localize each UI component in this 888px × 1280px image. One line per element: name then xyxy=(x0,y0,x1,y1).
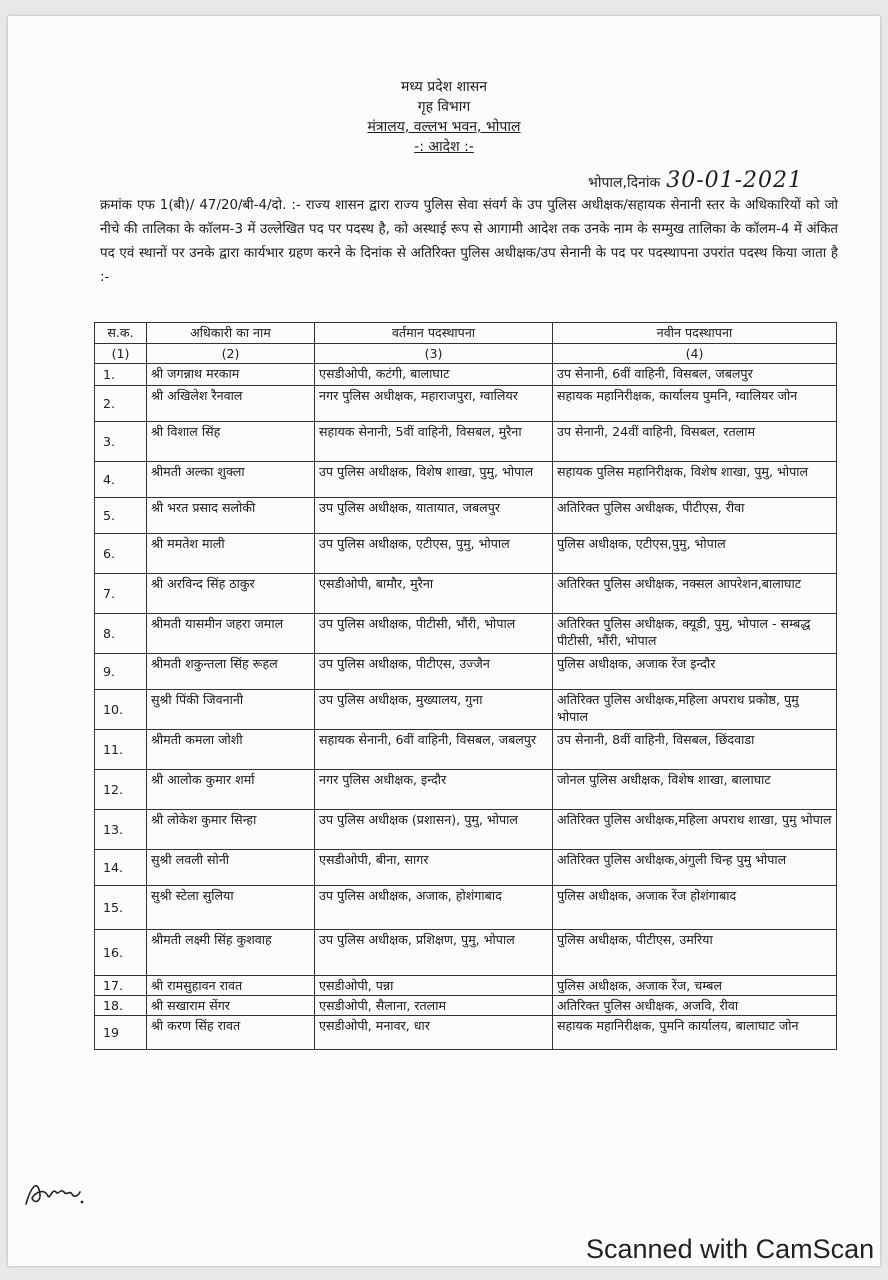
serial-cell: 5. xyxy=(95,498,147,534)
table-row xyxy=(95,886,837,930)
officer-name-cell: सुश्री पिंकी जिवनानी xyxy=(147,690,315,730)
col-number: (3) xyxy=(315,344,553,364)
table-row xyxy=(95,364,837,386)
serial-cell: 13. xyxy=(95,810,147,850)
new-posting-cell: सहायक महानिरीक्षक, पुमनि कार्यालय, बालाघाट जोन xyxy=(553,1016,837,1050)
officer-name-cell: श्रीमती अल्का शुक्ला xyxy=(147,462,315,498)
officer-name-cell: श्री ममतेश माली xyxy=(147,534,315,574)
officer-name-cell: श्रीमती लक्ष्मी सिंह कुशवाह xyxy=(147,930,315,976)
new-posting-cell: पुलिस अधीक्षक, एटीएस,पुमु, भोपाल xyxy=(553,534,837,574)
current-posting-cell: नगर पुलिस अधीक्षक, महाराजपुरा, ग्वालियर xyxy=(315,386,553,422)
officer-name-cell: श्री भरत प्रसाद सलोकी xyxy=(147,498,315,534)
current-posting-cell: सहायक सेनानी, 6वीं वाहिनी, विसबल, जबलपुर xyxy=(315,730,553,770)
table-row xyxy=(95,534,837,574)
officer-name-cell: श्री लोकेश कुमार सिन्हा xyxy=(147,810,315,850)
table-row xyxy=(95,462,837,498)
header-address: मंत्रालय, वल्लभ भवन, भोपाल xyxy=(367,119,521,135)
col-header-current-posting: वर्तमान पदस्थापना xyxy=(315,323,553,344)
new-posting-cell: उप सेनानी, 8वीं वाहिनी, विसबल, छिंदवाडा xyxy=(553,730,837,770)
col-header-name: अधिकारी का नाम xyxy=(147,323,315,344)
new-posting-cell: अतिरिक्त पुलिस अधीक्षक, अजवि, रीवा xyxy=(553,996,837,1016)
officer-name-cell: श्रीमती कमला जोशी xyxy=(147,730,315,770)
table-row xyxy=(95,850,837,886)
serial-cell: 2. xyxy=(95,386,147,422)
date-line xyxy=(588,168,803,193)
current-posting-cell: उप पुलिस अधीक्षक (प्रशासन), पुमु, भोपाल xyxy=(315,810,553,850)
serial-cell: 18. xyxy=(95,996,147,1016)
new-posting-cell: अतिरिक्त पुलिस अधीक्षक, पीटीएस, रीवा xyxy=(553,498,837,534)
serial-cell: 10. xyxy=(95,690,147,730)
current-posting-cell: उप पुलिस अधीक्षक, मुख्यालय, गुना xyxy=(315,690,553,730)
officer-name-cell: सुश्री लवली सोनी xyxy=(147,850,315,886)
signature xyxy=(22,1174,86,1214)
document-page xyxy=(8,16,880,1266)
officer-name-cell: श्रीमती शकुन्तला सिंह रूहल xyxy=(147,654,315,690)
table-row xyxy=(95,386,837,422)
serial-cell: 6. xyxy=(95,534,147,574)
serial-cell: 15. xyxy=(95,886,147,930)
date-label: भोपाल,दिनांक xyxy=(588,175,661,191)
officer-name-cell: श्रीमती यासमीन जहरा जमाल xyxy=(147,614,315,654)
table-column-number-row xyxy=(95,344,837,364)
officer-name-cell: श्री सखाराम सेंगर xyxy=(147,996,315,1016)
col-number: (2) xyxy=(147,344,315,364)
new-posting-cell: अतिरिक्त पुलिस अधीक्षक,महिला अपराध शाखा, पुमु भोपाल xyxy=(553,810,837,850)
current-posting-cell: एसडीओपी, बीना, सागर xyxy=(315,850,553,886)
officer-name-cell: श्री जगन्नाथ मरकाम xyxy=(147,364,315,386)
new-posting-cell: पुलिस अधीक्षक, पीटीएस, उमरिया xyxy=(553,930,837,976)
new-posting-cell: अतिरिक्त पुलिस अधीक्षक, नक्सल आपरेशन,बालाघाट xyxy=(553,574,837,614)
scanner-watermark: Scanned with CamScan xyxy=(586,1234,875,1264)
officer-name-cell: श्री रामसुहावन रावत xyxy=(147,976,315,996)
col-number: (1) xyxy=(95,344,147,364)
serial-cell: 12. xyxy=(95,770,147,810)
col-header-new-posting: नवीन पदस्थापना xyxy=(553,323,837,344)
header-government: मध्य प्रदेश शासन xyxy=(401,79,487,95)
officer-name-cell: श्री विशाल सिंह xyxy=(147,422,315,462)
table-body xyxy=(95,364,837,1050)
table-row xyxy=(95,996,837,1016)
serial-cell: 9. xyxy=(95,654,147,690)
new-posting-cell: जोनल पुलिस अधीक्षक, विशेष शाखा, बालाघाट xyxy=(553,770,837,810)
table-row xyxy=(95,976,837,996)
new-posting-cell: अतिरिक्त पुलिस अधीक्षक,महिला अपराध प्रकोष्ठ, पुमु भोपाल xyxy=(553,690,837,730)
current-posting-cell: सहायक सेनानी, 5वीं वाहिनी, विसबल, मुरैना xyxy=(315,422,553,462)
officer-name-cell: श्री अरविन्द सिंह ठाकुर xyxy=(147,574,315,614)
new-posting-cell: अतिरिक्त पुलिस अधीक्षक,अंगुली चिन्ह पुमु भोपाल xyxy=(553,850,837,886)
new-posting-cell: सहायक महानिरीक्षक, कार्यालय पुमनि, ग्वालियर जोन xyxy=(553,386,837,422)
header-order-title: -: आदेश :- xyxy=(414,139,474,155)
serial-cell: 3. xyxy=(95,422,147,462)
current-posting-cell: उप पुलिस अधीक्षक, पीटीएस, उज्जैन xyxy=(315,654,553,690)
current-posting-cell: एसडीओपी, मनावर, धार xyxy=(315,1016,553,1050)
serial-cell: 8. xyxy=(95,614,147,654)
table-row xyxy=(95,498,837,534)
col-header-serial: स.क. xyxy=(95,323,147,344)
current-posting-cell: एसडीओपी, कटंगी, बालाघाट xyxy=(315,364,553,386)
new-posting-cell: उप सेनानी, 24वीं वाहिनी, विसबल, रतलाम xyxy=(553,422,837,462)
officer-name-cell: श्री अखिलेश रैनवाल xyxy=(147,386,315,422)
posting-table xyxy=(94,322,837,1050)
serial-cell: 1. xyxy=(95,364,147,386)
new-posting-cell: पुलिस अधीक्षक, अजाक रेंज होशंगाबाद xyxy=(553,886,837,930)
new-posting-cell: अतिरिक्त पुलिस अधीक्षक, क्यूडी, पुमु, भोपाल - सम्बद्ध पीटीसी, भौंरी, भोपाल xyxy=(553,614,837,654)
current-posting-cell: नगर पुलिस अधीक्षक, इन्दौर xyxy=(315,770,553,810)
current-posting-cell: उप पुलिस अधीक्षक, यातायात, जबलपुर xyxy=(315,498,553,534)
officer-name-cell: श्री आलोक कुमार शर्मा xyxy=(147,770,315,810)
current-posting-cell: उप पुलिस अधीक्षक, विशेष शाखा, पुमु, भोपाल xyxy=(315,462,553,498)
current-posting-cell: एसडीओपी, पन्ना xyxy=(315,976,553,996)
col-number: (4) xyxy=(553,344,837,364)
table-row xyxy=(95,654,837,690)
officer-name-cell: सुश्री स्टेला सुलिया xyxy=(147,886,315,930)
serial-cell: 7. xyxy=(95,574,147,614)
current-posting-cell: उप पुलिस अधीक्षक, एटीएस, पुमु, भोपाल xyxy=(315,534,553,574)
signature-scribble-icon xyxy=(22,1174,86,1210)
table-row xyxy=(95,690,837,730)
current-posting-cell: उप पुलिस अधीक्षक, अजाक, होशंगाबाद xyxy=(315,886,553,930)
serial-cell: 4. xyxy=(95,462,147,498)
new-posting-cell: पुलिस अधीक्षक, अजाक रेंज, चम्बल xyxy=(553,976,837,996)
current-posting-cell: एसडीओपी, सैलाना, रतलाम xyxy=(315,996,553,1016)
serial-cell: 19 xyxy=(95,1016,147,1050)
serial-cell: 11. xyxy=(95,730,147,770)
table-header-row xyxy=(95,323,837,344)
current-posting-cell: उप पुलिस अधीक्षक, प्रशिक्षण, पुमु, भोपाल xyxy=(315,930,553,976)
serial-cell: 16. xyxy=(95,930,147,976)
current-posting-cell: एसडीओपी, बामौर, मुरैना xyxy=(315,574,553,614)
current-posting-cell: उप पुलिस अधीक्षक, पीटीसी, भौंरी, भोपाल xyxy=(315,614,553,654)
table-row xyxy=(95,574,837,614)
header-department: गृह विभाग xyxy=(417,99,471,115)
new-posting-cell: उप सेनानी, 6वीं वाहिनी, विसबल, जबलपुर xyxy=(553,364,837,386)
serial-cell: 17. xyxy=(95,976,147,996)
officer-name-cell: श्री करण सिंह रावत xyxy=(147,1016,315,1050)
date-value: 30-01-2021 xyxy=(666,168,804,193)
table-row xyxy=(95,730,837,770)
table-row xyxy=(95,422,837,462)
new-posting-cell: पुलिस अधीक्षक, अजाक रेंज इन्दौर xyxy=(553,654,837,690)
new-posting-cell: सहायक पुलिस महानिरीक्षक, विशेष शाखा, पुमु, भोपाल xyxy=(553,462,837,498)
table-row xyxy=(95,810,837,850)
table-row xyxy=(95,930,837,976)
table-row xyxy=(95,614,837,654)
order-paragraph: क्रमांक एफ 1(बी)/ 47/20/बी-4/दो. :- राज्य शासन द्वारा राज्य पुलिस सेवा संवर्ग के उप पुलिस अधीक्षक/सहायक सेनानी स्तर के अधिकारियों को जो नीचे की तालिका के कॉलम-3 में उल्लेखित पद पर पदस्थ है, को अस्थाई रूप से आगामी आदेश तक उनके नाम के सम्मुख तालिका के कॉलम-4 में अंकित पद एवं स्थानों पर उनके द्वारा कार्यभार ग्रहण करने के दिनांक से अतिरिक्त पुलिस अधीक्षक/उप सेनानी के पद पर पदस्थापना उपरांत पदस्थ किया जाता है :- xyxy=(100,198,838,285)
serial-cell: 14. xyxy=(95,850,147,886)
table-row xyxy=(95,770,837,810)
table-row xyxy=(95,1016,837,1050)
